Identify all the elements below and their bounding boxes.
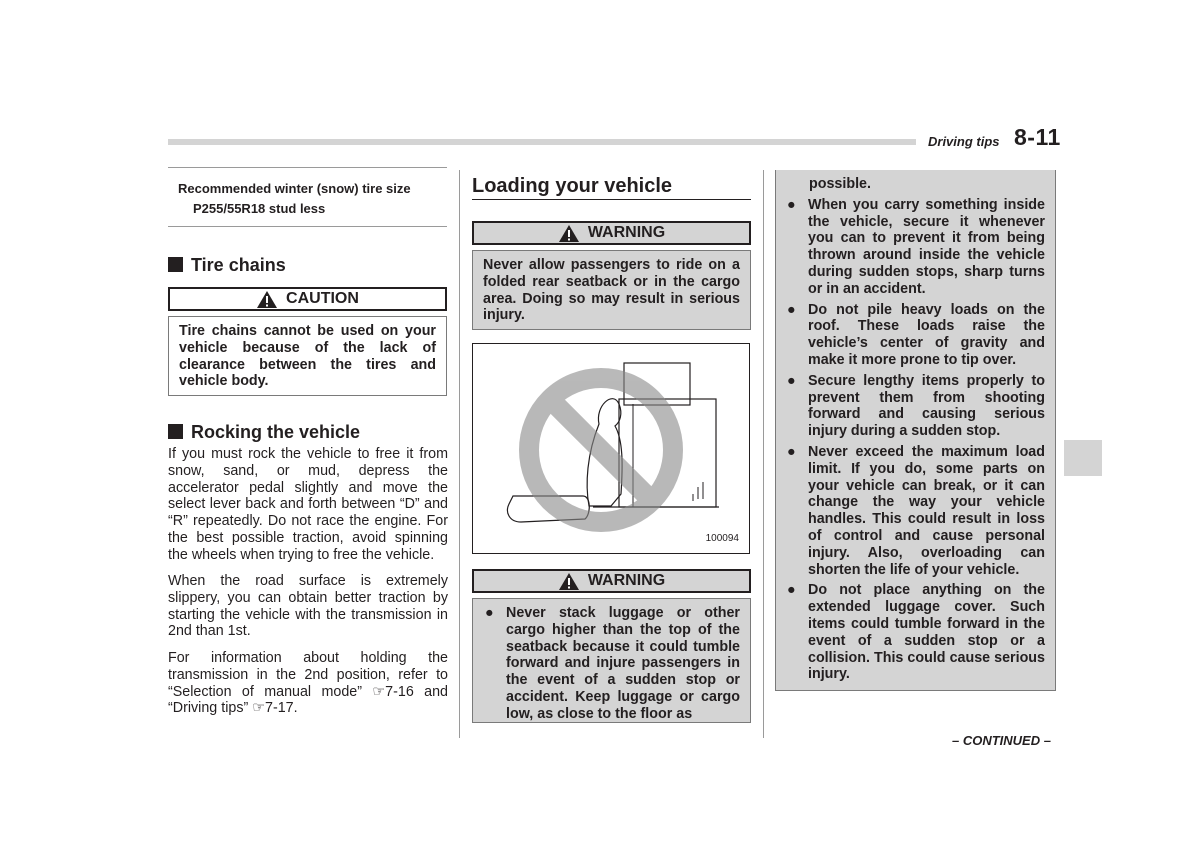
rocking-paragraph-2: When the road surface is extremely slippery, you can obtain better traction by starting the vehicle with the transmission in 2nd than 1st. xyxy=(168,573,448,640)
caution-box xyxy=(168,316,447,396)
section-square-icon xyxy=(168,257,183,272)
table-top-rule xyxy=(168,167,447,168)
table-bottom-rule xyxy=(168,226,447,227)
warning-list-continued xyxy=(785,197,1045,683)
warning-triangle-icon xyxy=(256,290,278,309)
list-item xyxy=(483,605,740,723)
list-item xyxy=(785,444,1045,578)
warning-item-text: Never stack luggage or other cargo higher than the top of the seatback because it could tumble forward and injure passengers in the event of a sudden stop or accident. Keep luggage or cargo low, as close to the floor as xyxy=(506,605,740,722)
warning-box-2 xyxy=(472,598,751,723)
bullet-icon: ● xyxy=(787,301,796,318)
column-divider-left xyxy=(459,170,460,738)
title-rule xyxy=(472,199,751,200)
continued-label: – CONTINUED – xyxy=(952,733,1051,748)
list-item-text: When you carry something inside the vehicle, secure it whenever you can to prevent it from being thrown around inside the vehicle during sudden stops, sharp turns or in an accident. xyxy=(808,196,1045,297)
list-item xyxy=(785,582,1045,683)
thumb-tab xyxy=(1064,440,1102,476)
recommended-tire-title: Recommended winter (snow) tire size xyxy=(178,181,411,196)
caution-label: CAUTION xyxy=(286,290,359,307)
tire-chains-heading-text: Tire chains xyxy=(191,255,286,275)
list-item-text: Do not place anything on the extended luggage cover. Such items could tumble forward in the event of a sudden stop or a collision. This could cause serious injury. xyxy=(808,582,1045,683)
recommended-tire-value: P255/55R18 stud less xyxy=(193,201,326,216)
figure-code: 100094 xyxy=(705,533,739,544)
loading-figure xyxy=(472,343,750,554)
warning-bar-1 xyxy=(472,221,751,245)
warning-label-2: WARNING xyxy=(587,572,666,589)
list-item xyxy=(785,373,1045,440)
warning-box-1 xyxy=(472,250,751,330)
bullet-icon: ● xyxy=(485,605,494,621)
warning-label-1: WARNING xyxy=(587,224,666,241)
tire-chains-heading xyxy=(168,255,286,276)
list-item xyxy=(785,302,1045,369)
warning-continuation-box xyxy=(775,170,1056,691)
warning-list-2 xyxy=(483,605,740,723)
rocking-paragraph-3: For information about holding the transmission in the 2nd position, refer to “Selection of manual mode” ☞7-16 and “Driving tips” ☞7-17. xyxy=(168,650,448,717)
bullet-icon: ● xyxy=(787,582,796,599)
list-item-text: Do not pile heavy loads on the roof. These loads raise the vehicle’s center of gravity and make it more prone to tip over. xyxy=(808,301,1045,368)
bullet-icon: ● xyxy=(787,372,796,389)
caution-text: Tire chains cannot be used on your vehicle because of the lack of clearance between the tires and vehicle body. xyxy=(179,323,436,390)
continuation-text: possible. xyxy=(809,176,871,192)
rocking-paragraph-1: If you must rock the vehicle to free it from snow, sand, or mud, depress the accelerator pedal slightly and move the select lever back and forth between “D” and “R” repeatedly. Do not race the engine. For the best possible traction, avoid spinning the wheels when trying to free the vehicle. xyxy=(168,446,448,563)
list-item xyxy=(785,197,1045,298)
rocking-vehicle-heading xyxy=(168,422,360,443)
section-square-icon xyxy=(168,424,183,439)
caution-bar xyxy=(168,287,447,311)
rocking-vehicle-heading-text: Rocking the vehicle xyxy=(191,422,361,442)
header-rule xyxy=(168,139,916,145)
seat-cargo-illustration xyxy=(473,344,749,553)
bullet-icon: ● xyxy=(787,196,796,213)
warning-bar-2 xyxy=(472,569,751,593)
loading-vehicle-title: Loading your vehicle xyxy=(472,175,673,197)
header-section-title: Driving tips xyxy=(928,134,1000,149)
prohibition-sign-icon xyxy=(529,378,673,522)
list-item-text: Never exceed the maximum load limit. If you do, some parts on your vehicle can break, or it can change the way your vehicle handles. This could result in loss of control and cause personal injury. Also, overloading can shorten the life of your vehicle. xyxy=(808,443,1045,578)
warning-triangle-icon xyxy=(558,224,580,243)
column-divider-right xyxy=(763,170,764,738)
bullet-icon: ● xyxy=(787,443,796,460)
page-number: 8-11 xyxy=(1014,124,1061,150)
warning-text-1: Never allow passengers to ride on a folded rear seatback or in the cargo area. Doing so may result in serious injury. xyxy=(483,257,740,324)
warning-triangle-icon xyxy=(558,572,580,591)
list-item-text: Secure lengthy items properly to prevent them from shooting forward and causing serious injury during a sudden stop. xyxy=(808,372,1045,440)
